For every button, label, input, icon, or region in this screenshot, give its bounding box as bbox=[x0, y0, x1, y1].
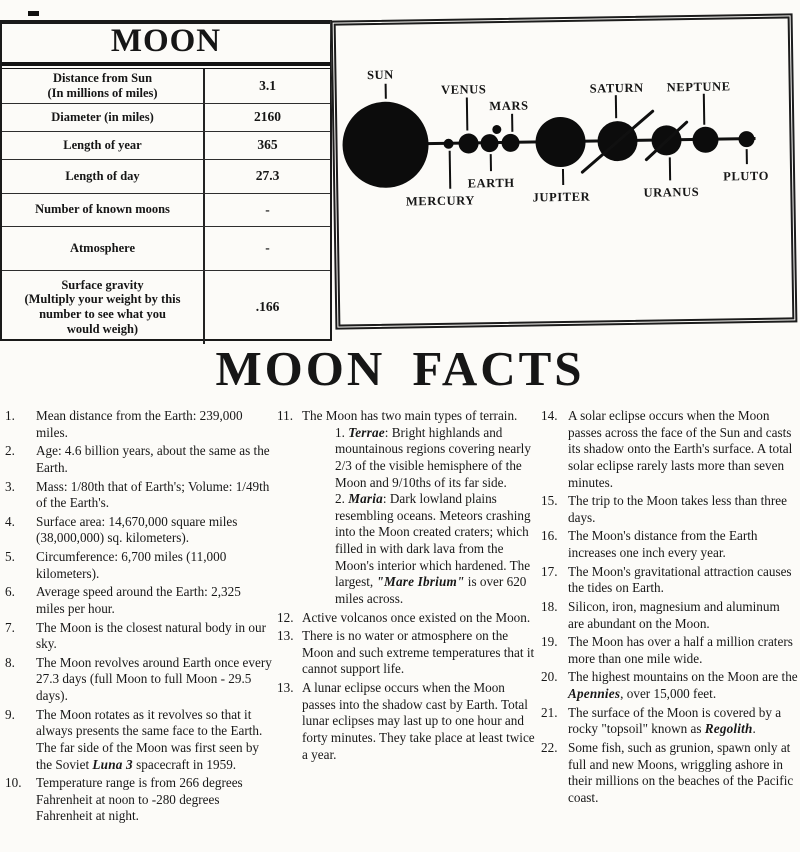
row-label: Length of day bbox=[2, 160, 205, 193]
fact-text: Temperature range is from 266 degrees Fahrenheit at noon to -280 degrees Fahrenheit at night. bbox=[36, 775, 243, 824]
planet-jupiter bbox=[535, 117, 586, 168]
fact-text: Some fish, such as grunion, spawn only at full and new Moons, wriggling ashore in their millions on the beaches of the Pacific coast. bbox=[568, 739, 794, 805]
facts-columns bbox=[5, 408, 798, 827]
planet-neptune bbox=[692, 127, 718, 153]
facts-column-1 bbox=[5, 408, 272, 827]
fact-text: The Moon's distance from the Earth increases one inch every year. bbox=[568, 528, 758, 560]
fact-item bbox=[541, 528, 798, 561]
fact-number: 14. bbox=[541, 408, 558, 423]
fact-item bbox=[541, 599, 798, 632]
table-row bbox=[2, 131, 330, 159]
label-line-neptune bbox=[703, 94, 705, 125]
fact-item bbox=[277, 628, 536, 678]
fact-text: The Moon rotates as it revolves so that it always presents the same face to the Earth. The far side of the Moon was first seen by the Soviet Luna 3 spacecraft in 1959. bbox=[36, 706, 263, 772]
fact-number: 15. bbox=[541, 493, 558, 509]
planet-sun bbox=[342, 101, 429, 188]
label-line-jupiter bbox=[562, 169, 564, 185]
planet-label-mars: MARS bbox=[489, 98, 529, 114]
row-label: Diameter (in miles) bbox=[2, 104, 205, 131]
fact-text: The Moon has two main types of terrain. 1. Terrae: Bright highlands and mountainous regions covering nearly 2/3 of the visible hemisphere of the Moon and 9/10ths of its far side. 2. Maria: Dark lowland plains resembling oceans. Meteors crashing into the Moon created craters; which filled in with dark lava from the Moon's interior which hardened. The largest, "Mare Ibrium" is over 620 miles across. bbox=[302, 408, 536, 608]
planet-label-neptune: NEPTUNE bbox=[666, 79, 731, 95]
row-value: 365 bbox=[257, 137, 278, 153]
table-title: MOON bbox=[2, 24, 330, 66]
fact-text: Mass: 1/80th that of Earth's; Volume: 1/49th of the Earth's. bbox=[36, 478, 270, 511]
fact-number: 21. bbox=[541, 704, 558, 720]
fact-text: The highest mountains on the Moon are the Apennies, over 15,000 feet. bbox=[568, 669, 798, 701]
fact-text: Circumference: 6,700 miles (11,000 kilometers). bbox=[36, 549, 227, 581]
row-value: 3.1 bbox=[259, 77, 276, 93]
fact-item bbox=[541, 740, 798, 807]
table-row bbox=[2, 226, 330, 270]
fact-text: Active volcanos once existed on the Moon. bbox=[302, 609, 531, 625]
label-line-uranus bbox=[669, 157, 671, 180]
fact-item bbox=[541, 669, 798, 702]
fact-item bbox=[5, 655, 272, 705]
fact-number: 8. bbox=[5, 654, 15, 670]
fact-number: 6. bbox=[5, 584, 15, 600]
fact-text: The surface of the Moon is covered by a rocky "topsoil" known as Regolith. bbox=[568, 704, 782, 737]
table-row bbox=[2, 270, 330, 344]
fact-text: Age: 4.6 billion years, about the same as the Earth. bbox=[36, 443, 270, 475]
planet-label-earth: EARTH bbox=[467, 175, 515, 191]
fact-item bbox=[541, 408, 798, 491]
fact-item bbox=[5, 584, 272, 617]
fact-text: Mean distance from the Earth: 239,000 miles. bbox=[36, 408, 243, 440]
fact-text: The Moon is the closest natural body in our sky. bbox=[36, 619, 267, 652]
planet-label-sun: SUN bbox=[366, 67, 394, 83]
fact-text: The Moon's gravitational attraction causes the tides on Earth. bbox=[568, 563, 792, 596]
label-line-venus bbox=[466, 98, 469, 131]
fact-number: 11. bbox=[277, 408, 293, 423]
fact-number: 7. bbox=[5, 619, 15, 635]
row-value: - bbox=[265, 240, 270, 256]
solar-system-diagram bbox=[331, 13, 798, 329]
moon-of-earth bbox=[492, 124, 501, 133]
fact-number: 9. bbox=[5, 706, 15, 722]
row-label: Surface gravity (Multiply your weight by this number to see what you would weigh) bbox=[2, 271, 205, 344]
planet-label-mercury: MERCURY bbox=[405, 193, 476, 209]
fact-subitem: 1. Terrae: Bright highlands and mountainous regions covering nearly 2/3 of the visible hemisphere of the Moon and 9/10ths of its far side. bbox=[335, 424, 531, 490]
facts-title: MOON FACTS bbox=[215, 341, 585, 396]
fact-item bbox=[5, 620, 272, 653]
planet-earth bbox=[480, 134, 498, 152]
fact-text: Average speed around the Earth: 2,325 miles per hour. bbox=[36, 584, 241, 616]
label-line-earth bbox=[490, 154, 492, 171]
planet-mercury bbox=[443, 139, 453, 149]
fact-number: 20. bbox=[541, 669, 558, 685]
table-row bbox=[2, 193, 330, 226]
fact-item bbox=[5, 514, 272, 547]
row-label: Number of known moons bbox=[2, 194, 205, 226]
fact-number: 1. bbox=[5, 408, 15, 423]
fact-item bbox=[541, 564, 798, 597]
fact-item bbox=[277, 680, 536, 763]
row-value: .166 bbox=[255, 299, 280, 315]
fact-item bbox=[277, 408, 536, 608]
planet-label-venus: VENUS bbox=[440, 82, 487, 97]
facts-column-2 bbox=[277, 408, 536, 827]
table-body bbox=[2, 68, 330, 344]
fact-item bbox=[5, 707, 272, 774]
fact-number: 4. bbox=[5, 513, 15, 529]
planet-label-uranus: URANUS bbox=[643, 184, 700, 200]
planet-mars bbox=[501, 134, 519, 152]
fact-number: 5. bbox=[5, 549, 15, 564]
fact-item bbox=[5, 408, 272, 441]
fact-number: 22. bbox=[541, 739, 558, 755]
fact-text: A solar eclipse occurs when the Moon passes across the face of the Sun and casts its shadow onto the Earth's surface. A total solar eclipse rarely lasts more than seven minutes. bbox=[568, 408, 793, 490]
moon-data-table bbox=[0, 20, 332, 341]
fact-text: A lunar eclipse occurs when the Moon passes into the shadow cast by Earth. Total lunar eclipses may last up to one hour and forty minutes. They take place at least twice a year. bbox=[302, 680, 535, 762]
fact-number: 2. bbox=[5, 443, 15, 459]
label-line-mercury bbox=[449, 151, 452, 189]
label-line-saturn bbox=[615, 95, 617, 118]
label-line-pluto bbox=[746, 149, 748, 164]
fact-subitem: 2. Maria: Dark lowland plains resembling oceans. Meteors crashing into the Moon created craters; which filled in with dark lava from the Moon's interior which hardened. The largest, "Mare Ibrium" is over 620 miles across. bbox=[335, 491, 531, 606]
row-value: - bbox=[265, 201, 270, 217]
fact-number: 16. bbox=[541, 528, 558, 544]
fact-number: 17. bbox=[541, 563, 558, 579]
label-line-mars bbox=[511, 114, 513, 132]
fact-text: Silicon, iron, magnesium and aluminum are abundant on the Moon. bbox=[568, 598, 780, 631]
fact-item bbox=[277, 610, 536, 627]
fact-text: The Moon has over a half a million craters more than one mile wide. bbox=[568, 634, 793, 666]
diagram-canvas bbox=[331, 13, 798, 329]
fact-item bbox=[5, 479, 272, 512]
row-value: 27.3 bbox=[255, 168, 280, 184]
row-label: Atmosphere bbox=[2, 227, 205, 270]
fact-number: 10. bbox=[5, 775, 22, 791]
fact-text: Surface area: 14,670,000 square miles (38,000,000) sq. kilometers). bbox=[36, 513, 238, 546]
fact-item bbox=[541, 705, 798, 738]
table-row bbox=[2, 159, 330, 193]
fact-item bbox=[5, 443, 272, 476]
planet-label-jupiter: JUPITER bbox=[532, 189, 591, 205]
fact-number: 3. bbox=[5, 478, 15, 494]
fact-item bbox=[541, 493, 798, 526]
planet-label-saturn: SATURN bbox=[589, 80, 644, 96]
table-row bbox=[2, 103, 330, 131]
facts-column-3 bbox=[541, 408, 798, 827]
row-label: Distance from Sun (In millions of miles) bbox=[2, 69, 205, 103]
fact-text: The trip to the Moon takes less than three days. bbox=[568, 493, 788, 525]
planet-pluto bbox=[738, 131, 754, 147]
fact-number: 13. bbox=[277, 628, 294, 644]
fact-number: 18. bbox=[541, 598, 558, 614]
fact-item bbox=[5, 775, 272, 825]
fact-number: 12. bbox=[277, 609, 294, 625]
fact-item bbox=[541, 634, 798, 667]
label-line-sun bbox=[385, 84, 387, 99]
fact-text: The Moon revolves around Earth once every 27.3 days (full Moon to full Moon - 29.5 days). bbox=[36, 654, 272, 703]
fact-number: 13. bbox=[277, 680, 294, 695]
fact-text: There is no water or atmosphere on the Moon and such extreme temperatures that it cannot support life. bbox=[302, 628, 535, 677]
table-row bbox=[2, 69, 330, 103]
row-value: 2160 bbox=[254, 109, 281, 125]
planet-label-pluto: PLUTO bbox=[723, 168, 770, 184]
fact-item bbox=[5, 549, 272, 582]
row-label: Length of year bbox=[2, 132, 205, 159]
planet-venus bbox=[458, 133, 478, 153]
scan-artifact bbox=[28, 11, 39, 16]
fact-number: 19. bbox=[541, 634, 558, 650]
